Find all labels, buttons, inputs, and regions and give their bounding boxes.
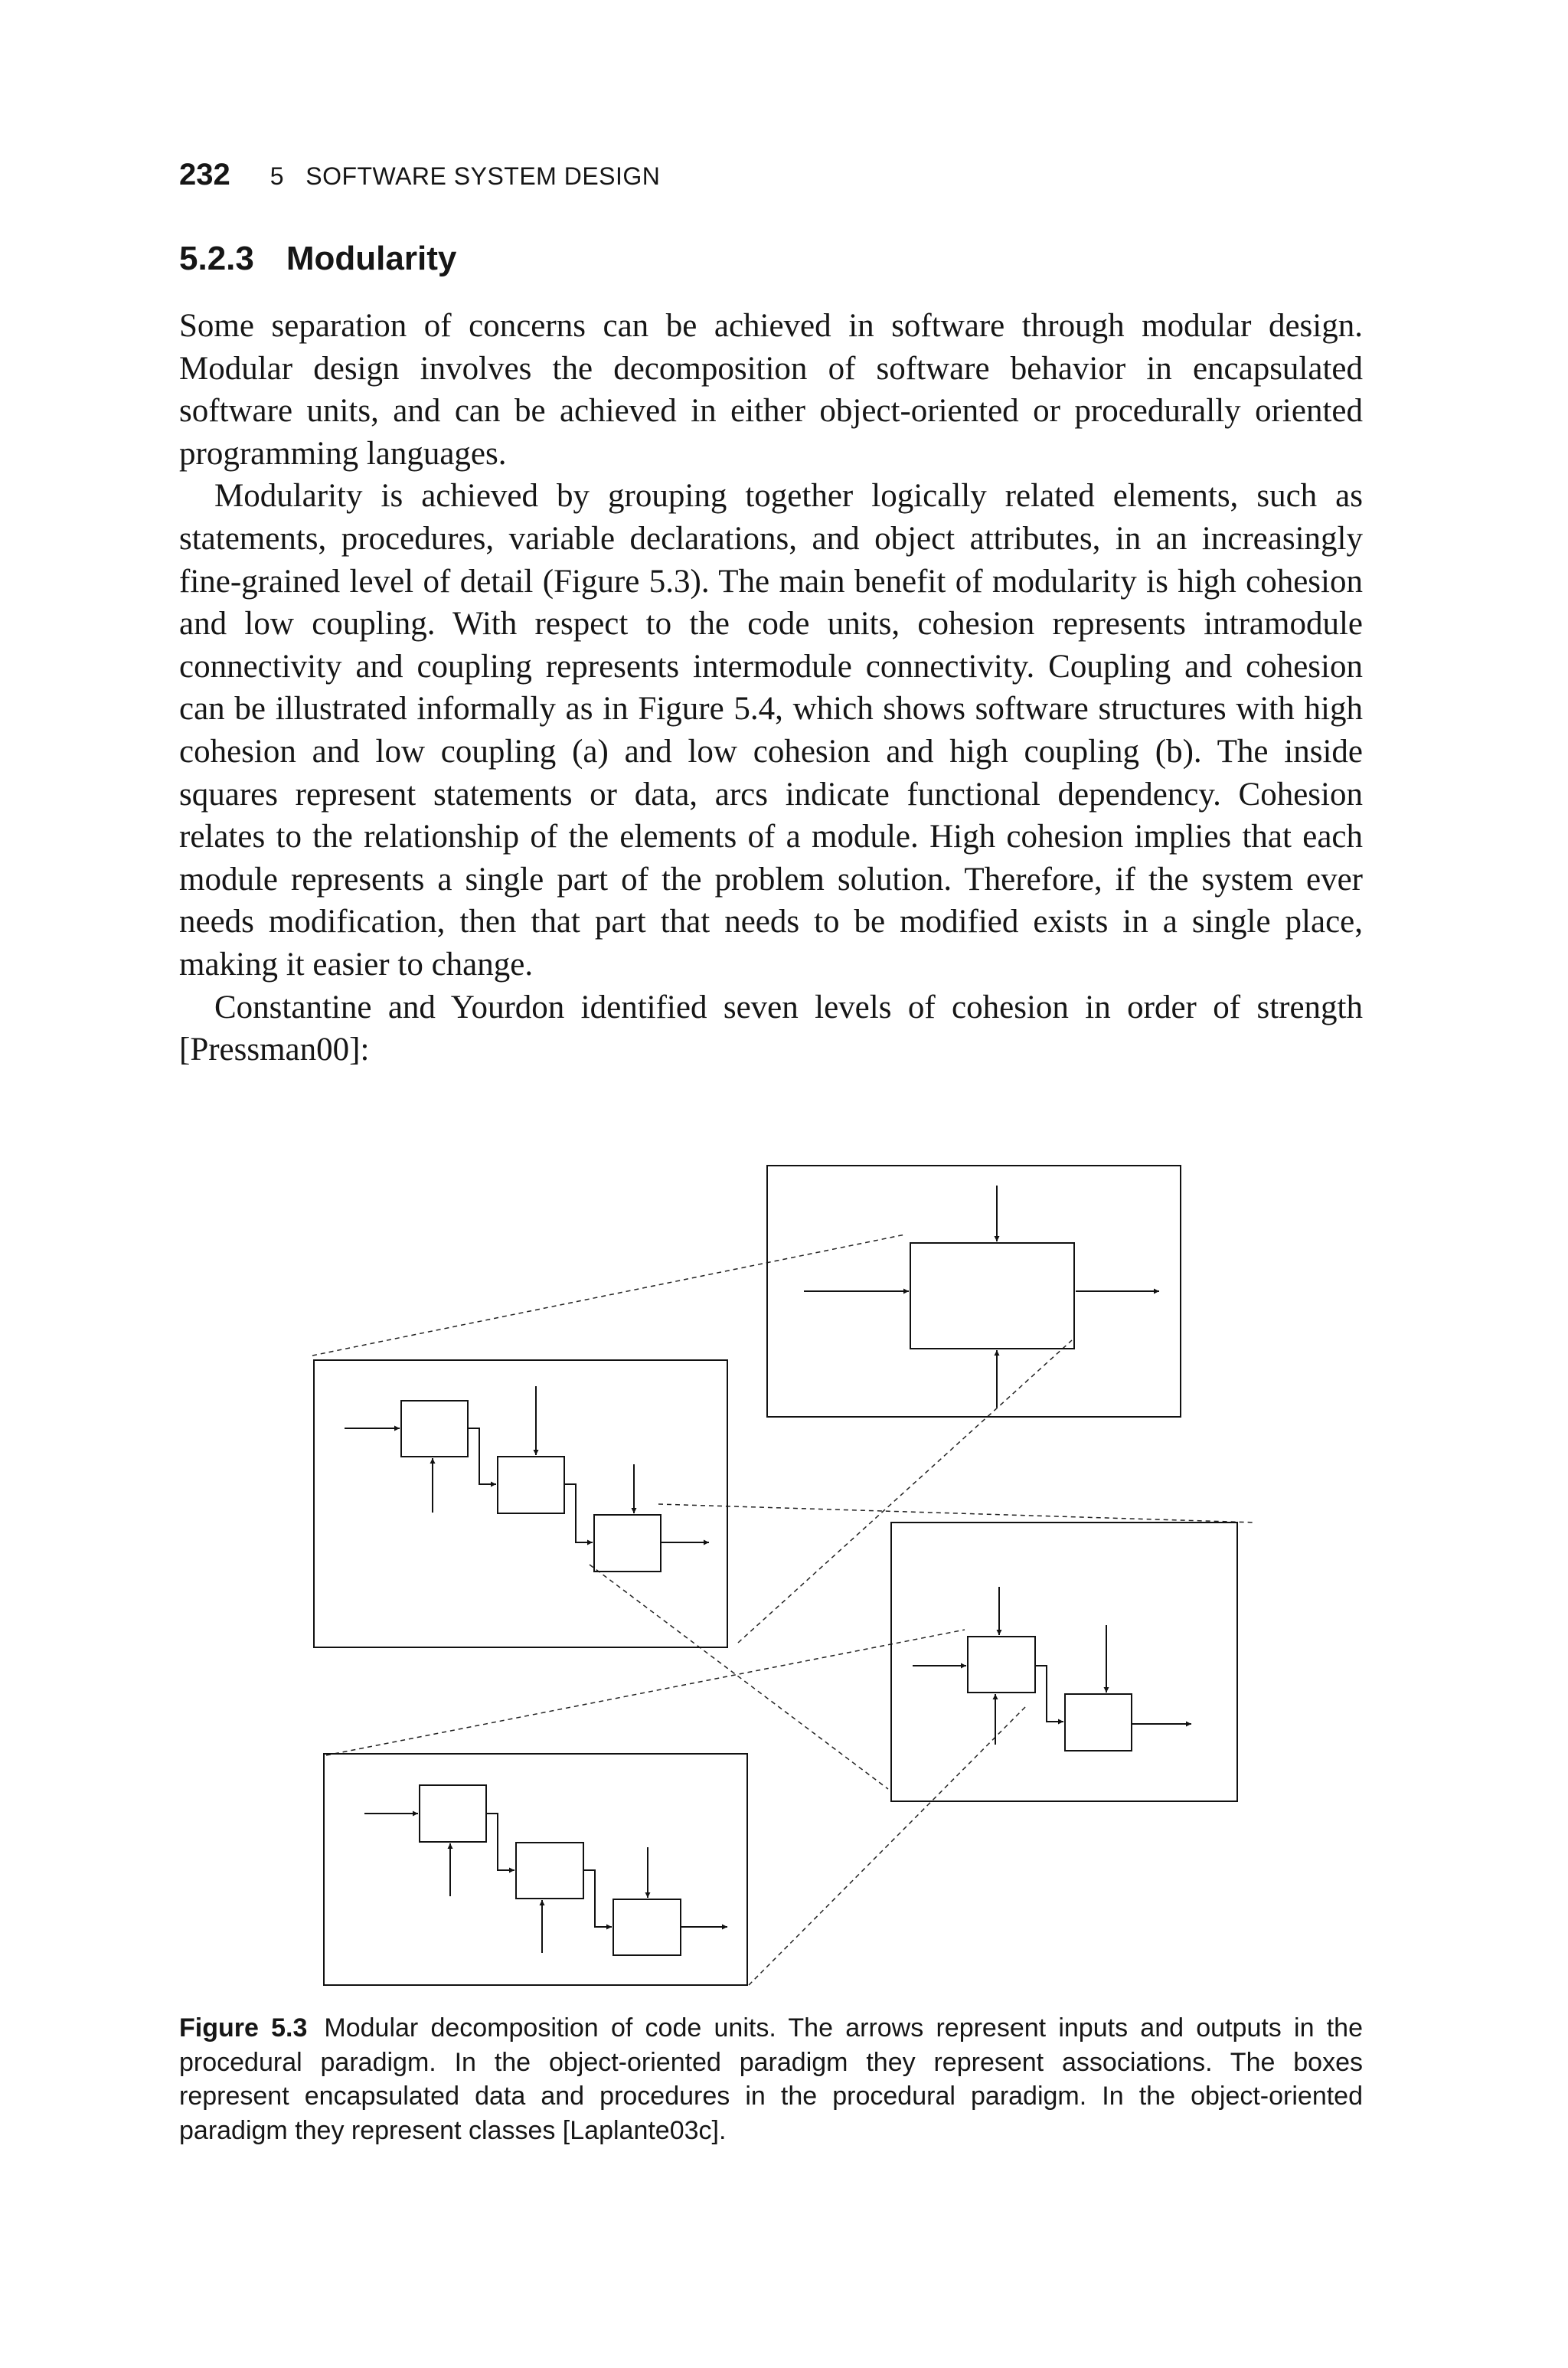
io-arrows <box>364 1814 727 1953</box>
section-title: Modularity <box>286 240 457 277</box>
io-arrows <box>913 1587 1191 1745</box>
figure-caption <box>179 2011 1363 2147</box>
paragraph-2: Modularity is achieved by grouping together logically related elements, such as statements, procedures, variable declarations, and object attributes, in an increasingly fine-grained level of detail (Figure 5.3). The main benefit of modularity is high cohesion and low coupling. With respect to the code units, cohesion represents intramodule connectivity and coupling represents intermodule connectivity. Coupling and cohesion can be illustrated informally as in Figure 5.4, which shows software structures with high cohesion and low coupling (a) and low cohesion and high coupling (b). The inside squares represent statements or data, arcs indicate functional dependency. Cohesion relates to the relationship of the elements of a module. High cohesion implies that each module represents a single part of the problem solution. Therefore, if the system ever needs modification, then that part that needs to be modified exists in a single place, making it easier to change. <box>179 478 1363 983</box>
zoom-line <box>326 1630 965 1755</box>
chapter-title: 5 SOFTWARE SYSTEM DESIGN <box>270 162 661 190</box>
zoom-line <box>749 1705 1027 1985</box>
page-number: 232 <box>179 158 230 191</box>
module-boxes <box>968 1637 1132 1751</box>
frame-bottom-left <box>324 1754 747 1985</box>
zoom-line <box>738 1340 1072 1643</box>
frame-middle-left <box>314 1360 727 1647</box>
outer-frames <box>314 1166 1237 1985</box>
figure-label: Figure 5.3 <box>179 2013 308 2043</box>
io-arrows <box>345 1386 709 1542</box>
zoom-lines <box>312 1235 1256 1985</box>
module-box <box>910 1243 1074 1349</box>
section-heading <box>179 240 456 278</box>
running-head <box>179 158 660 192</box>
body-text <box>179 305 1363 1071</box>
zoom-line <box>658 1504 1256 1523</box>
io-arrows <box>804 1186 1159 1408</box>
module-boxes <box>401 1401 661 1572</box>
frame-middle-right <box>891 1523 1237 1801</box>
frame-top-right <box>767 1166 1181 1417</box>
figure-caption-text: Modular decomposition of code units. The arrows represent inputs and outputs in the procedural paradigm. In the object-oriented paradigm they represent associations. The boxes represent encapsulated data and procedures in the procedural paradigm. In the object-oriented paradigm they represent classes [Laplante03c]. <box>179 2013 1363 2145</box>
paragraph-3: Constantine and Yourdon identified seven levels of cohesion in order of strength [Pressman00]: <box>179 989 1363 1068</box>
zoom-line <box>312 1235 905 1356</box>
zoom-line <box>590 1565 888 1789</box>
section-number: 5.2.3 <box>179 240 254 277</box>
module-boxes <box>420 1785 681 1955</box>
paragraph-1: Some separation of concerns can be achieved in software through modular design. Modular design involves the decomposition of software behavior in encapsulated software units, and can be achieved in either object-oriented or procedurally oriented programming languages. <box>179 308 1363 472</box>
